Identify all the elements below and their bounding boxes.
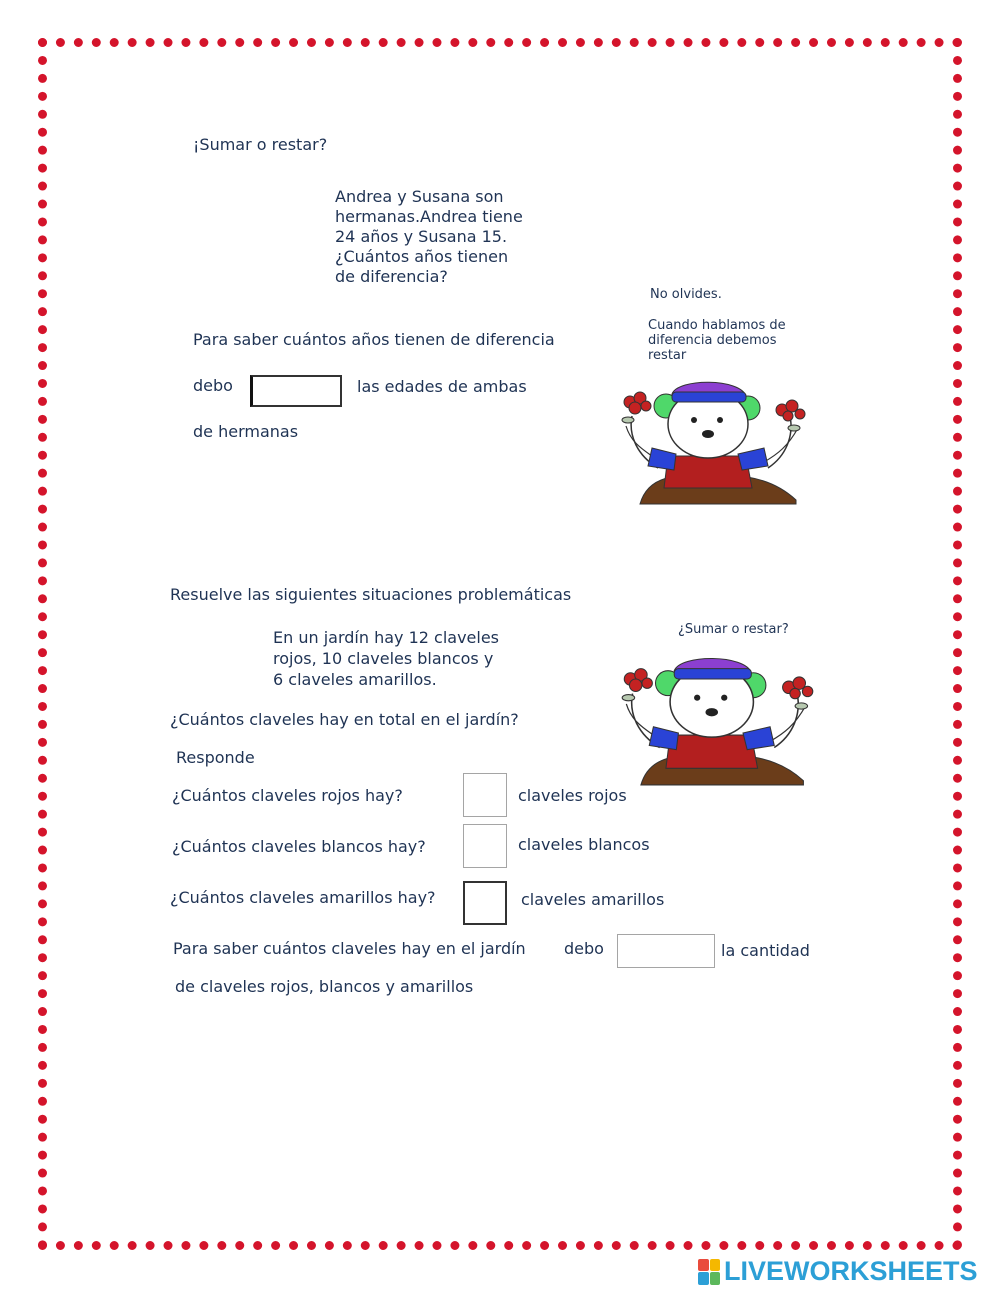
problem2-statement-line: 6 claveles amarillos. bbox=[273, 670, 437, 689]
conclusion-answer-input[interactable] bbox=[617, 934, 715, 968]
problem2-main-question: ¿Cuántos claveles hay en total en el jardín? bbox=[170, 710, 519, 729]
answer-yellow-input[interactable] bbox=[463, 881, 507, 925]
conclusion-debo: debo bbox=[564, 939, 604, 958]
problem1-heading: ¡Sumar o restar? bbox=[193, 135, 328, 154]
bear-illustration bbox=[618, 376, 810, 506]
problem1-sentence-after-box: las edades de ambas bbox=[357, 377, 527, 396]
problem1-sentence-line3: de hermanas bbox=[193, 422, 299, 441]
problem1-answer-input[interactable] bbox=[250, 375, 342, 407]
hint-line: diferencia debemos bbox=[648, 333, 777, 348]
problem2-statement-line: En un jardín hay 12 claveles bbox=[273, 628, 500, 647]
bear-illustration bbox=[618, 652, 818, 787]
liveworksheets-watermark bbox=[698, 1256, 978, 1287]
liveworksheets-text: LIVEWORKSHEETS bbox=[724, 1256, 978, 1286]
respond-label: Responde bbox=[176, 748, 255, 767]
hint-line: Cuando hablamos de bbox=[648, 318, 786, 333]
problem2-side-label: ¿Sumar o restar? bbox=[678, 622, 789, 637]
unit-red: claveles rojos bbox=[518, 786, 627, 805]
hint-title: No olvides. bbox=[650, 287, 722, 302]
problem1-statement-line: hermanas.Andrea tiene bbox=[335, 207, 523, 226]
conclusion-text: Para saber cuántos claveles hay en el jardín bbox=[173, 939, 526, 958]
liveworksheets-logo-icon bbox=[698, 1259, 720, 1285]
conclusion-line2: de claveles rojos, blancos y amarillos bbox=[175, 977, 474, 996]
unit-yellow: claveles amarillos bbox=[521, 890, 665, 909]
unit-white: claveles blancos bbox=[518, 835, 650, 854]
problem1-statement-line: ¿Cuántos años tienen bbox=[335, 247, 509, 266]
conclusion-after: la cantidad bbox=[721, 941, 810, 960]
problem1-statement-line: Andrea y Susana son bbox=[335, 187, 504, 206]
question-yellow: ¿Cuántos claveles amarillos hay? bbox=[170, 888, 436, 907]
problem2-heading: Resuelve las siguientes situaciones problemáticas bbox=[170, 585, 572, 604]
answer-red-input[interactable] bbox=[463, 773, 507, 817]
problem1-statement-line: de diferencia? bbox=[335, 267, 448, 286]
question-white: ¿Cuántos claveles blancos hay? bbox=[172, 837, 426, 856]
problem1-statement-line: 24 años y Susana 15. bbox=[335, 227, 508, 246]
answer-white-input[interactable] bbox=[463, 824, 507, 868]
question-red: ¿Cuántos claveles rojos hay? bbox=[172, 786, 403, 805]
problem1-sentence-line1: Para saber cuántos años tienen de diferencia bbox=[193, 330, 555, 349]
hint-line: restar bbox=[648, 348, 687, 363]
problem2-statement-line: rojos, 10 claveles blancos y bbox=[273, 649, 494, 668]
problem1-sentence-debo: debo bbox=[193, 376, 233, 395]
